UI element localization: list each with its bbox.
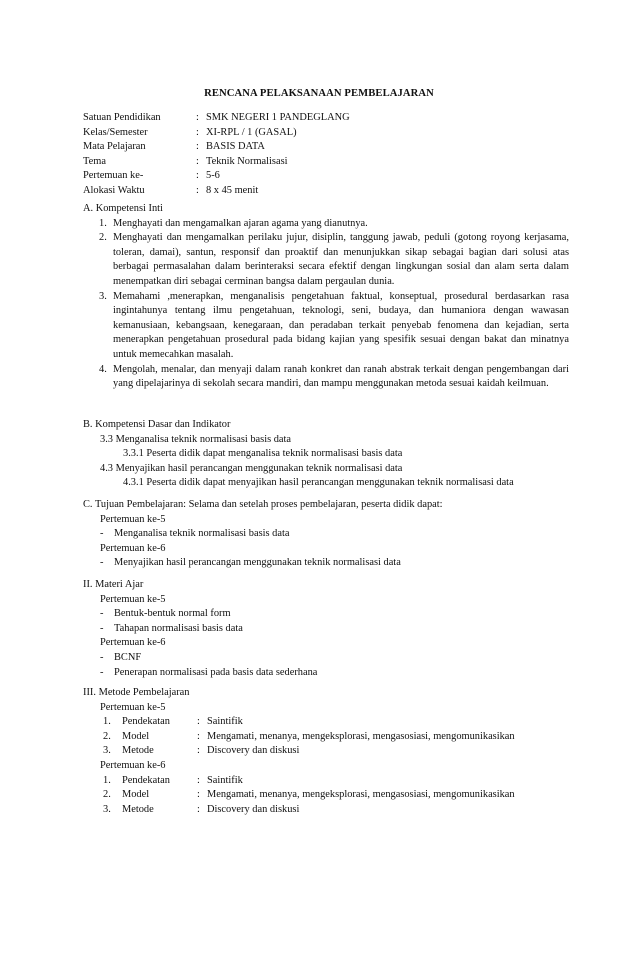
item-text: Menghayati dan mengamalkan perilaku jujur, disiplin, tanggung jawab, peduli (gotong royong kerjasama, toleran, damai), santun, responsif dan proaktif dan menunjukkan sikap sebagai bagian dari solusi atas berbagai permasalahan dalam berinteraksi secara efektif dengan lingkungan sosial dan alam serta dalam menempatkan diri sebagai cerminan bangsa dalam pergaulan dunia. bbox=[113, 232, 569, 287]
list-item bbox=[83, 290, 569, 363]
method-label: Pendekatan bbox=[122, 716, 170, 728]
identity-colon: : bbox=[196, 184, 199, 196]
identity-colon: : bbox=[196, 170, 199, 182]
method-value: Mengamati, menanya, mengeksplorasi, mengasosiasi, mengomunikasikan bbox=[207, 789, 515, 801]
method-row bbox=[83, 774, 569, 789]
method-row bbox=[83, 744, 569, 759]
identity-label: Mata Pelajaran bbox=[83, 141, 146, 153]
method-label: Model bbox=[122, 789, 150, 801]
dash-marker: - bbox=[100, 528, 104, 540]
list-item bbox=[83, 527, 569, 542]
method-value: Discovery dan diskusi bbox=[207, 803, 300, 815]
method-row bbox=[83, 803, 569, 818]
section-metode bbox=[83, 686, 569, 817]
identity-value: 5-6 bbox=[206, 170, 220, 182]
identity-value: SMK NEGERI 1 PANDEGLANG bbox=[206, 112, 350, 123]
method-value: Saintifik bbox=[207, 716, 243, 728]
indicator-item: 3.3.1 Peserta didik dapat menganalisa teknik normalisasi basis data bbox=[123, 448, 403, 460]
kd-item: 4.3 Menyajikan hasil perancangan menggunakan teknik normalisasi data bbox=[100, 462, 403, 474]
identity-colon: : bbox=[196, 126, 199, 138]
method-value: Discovery dan diskusi bbox=[207, 745, 300, 757]
item-number: 3. bbox=[99, 290, 107, 302]
method-label: Metode bbox=[122, 745, 154, 757]
meeting-label: Pertemuan ke-5 bbox=[100, 593, 166, 605]
method-colon: : bbox=[197, 803, 200, 815]
item-text: Penerapan normalisasi pada basis data sederhana bbox=[114, 666, 318, 678]
list-item bbox=[83, 363, 569, 392]
identity-value: Teknik Normalisasi bbox=[206, 155, 288, 167]
item-text: Menyajikan hasil perancangan menggunakan teknik normalisasi data bbox=[114, 557, 401, 569]
identity-label: Alokasi Waktu bbox=[83, 184, 145, 196]
list-item bbox=[83, 231, 569, 289]
identity-label: Pertemuan ke- bbox=[83, 170, 144, 182]
identity-row bbox=[83, 155, 563, 170]
method-colon: : bbox=[197, 745, 200, 757]
identity-value: XI-RPL / 1 (GASAL) bbox=[206, 126, 297, 138]
item-number: 1. bbox=[99, 217, 107, 229]
item-number: 2. bbox=[103, 730, 111, 742]
list-item bbox=[83, 651, 569, 666]
item-number: 2. bbox=[103, 789, 111, 801]
method-colon: : bbox=[197, 789, 200, 801]
identity-colon: : bbox=[196, 112, 199, 123]
method-label: Pendekatan bbox=[122, 774, 170, 786]
section-materi-ajar bbox=[83, 578, 569, 680]
identity-value: 8 x 45 menit bbox=[206, 184, 259, 196]
method-row bbox=[83, 730, 569, 745]
identity-row bbox=[83, 169, 563, 184]
list-item bbox=[83, 556, 569, 571]
method-label: Model bbox=[122, 730, 150, 742]
method-value: Saintifik bbox=[207, 774, 243, 786]
item-number: 1. bbox=[103, 716, 111, 728]
meeting-label: Pertemuan ke-6 bbox=[100, 542, 166, 554]
method-row bbox=[83, 788, 569, 803]
identity-row bbox=[83, 126, 563, 141]
dash-marker: - bbox=[100, 608, 104, 620]
dash-marker: - bbox=[100, 557, 104, 569]
identity-table bbox=[83, 111, 563, 199]
meeting-label: Pertemuan ke-5 bbox=[100, 701, 166, 713]
meeting-label: Pertemuan ke-6 bbox=[100, 637, 166, 649]
item-number: 4. bbox=[99, 363, 107, 375]
item-text: Menghayati dan mengamalkan ajaran agama yang dianutnya. bbox=[113, 217, 368, 229]
list-item bbox=[83, 666, 569, 681]
item-number: 2. bbox=[99, 232, 107, 244]
identity-row bbox=[83, 184, 563, 199]
meeting-label: Pertemuan ke-6 bbox=[100, 759, 166, 771]
identity-colon: : bbox=[196, 155, 199, 167]
section-kompetensi-inti bbox=[83, 202, 569, 392]
dash-marker: - bbox=[100, 622, 104, 634]
item-text: Memahami ,menerapkan, menganalisis pengetahuan faktual, konseptual, prosedural berdasarkan rasa ingintahunya tentang ilmu pengetahuan, teknologi, seni, budaya, dan humaniora dengan wawasan kemanusiaan, kebangsaan, kenegaraan, dan peradaban terkait penyebab fenomena dan kejadian, serta menerapkan pengetahuan prosedural pada bidang kajian yang spesifik sesuai dengan bakat dan minatnya untuk memecahkan masalah. bbox=[113, 290, 569, 360]
method-value: Mengamati, menanya, mengeksplorasi, mengasosiasi, mengomunikasikan bbox=[207, 730, 515, 742]
identity-row bbox=[83, 111, 563, 126]
dash-marker: - bbox=[100, 651, 104, 663]
method-colon: : bbox=[197, 774, 200, 786]
item-text: Tahapan normalisasi basis data bbox=[114, 622, 243, 634]
list-item bbox=[83, 217, 569, 232]
item-text: Menganalisa teknik normalisasi basis data bbox=[114, 528, 290, 540]
list-item bbox=[83, 607, 569, 622]
section-heading: C. Tujuan Pembelajaran: Selama dan setelah proses pembelajaran, peserta didik dapat: bbox=[83, 499, 443, 510]
identity-colon: : bbox=[196, 141, 199, 153]
section-kompetensi-dasar bbox=[83, 418, 569, 491]
list-item bbox=[83, 622, 569, 637]
method-label: Metode bbox=[122, 803, 154, 815]
identity-label: Tema bbox=[83, 155, 106, 167]
identity-label: Kelas/Semester bbox=[83, 126, 148, 138]
method-colon: : bbox=[197, 716, 200, 728]
section-heading: A. Kompetensi Inti bbox=[83, 203, 163, 214]
item-text: Bentuk-bentuk normal form bbox=[114, 608, 231, 620]
item-number: 1. bbox=[103, 774, 111, 786]
item-text: Mengolah, menalar, dan menyaji dalam ranah konkret dan ranah abstrak terkait dengan pengembangan dari yang dipelajarinya di sekolah secara mandiri, dan mampu menggunakan metoda sesuai kaidah keilmuan. bbox=[113, 363, 569, 390]
item-number: 3. bbox=[103, 803, 111, 815]
section-heading: II. Materi Ajar bbox=[83, 579, 144, 590]
identity-row bbox=[83, 140, 563, 155]
identity-value: BASIS DATA bbox=[206, 141, 265, 153]
dash-marker: - bbox=[100, 666, 104, 678]
method-row bbox=[83, 715, 569, 730]
document-title: RENCANA PELAKSANAAN PEMBELAJARAN bbox=[204, 88, 434, 99]
indicator-item: 4.3.1 Peserta didik dapat menyajikan hasil perancangan menggunakan teknik normalisasi data bbox=[123, 477, 514, 489]
identity-label: Satuan Pendidikan bbox=[83, 112, 161, 123]
section-tujuan bbox=[83, 498, 569, 571]
section-heading: B. Kompetensi Dasar dan Indikator bbox=[83, 419, 231, 430]
meeting-label: Pertemuan ke-5 bbox=[100, 513, 166, 525]
kd-item: 3.3 Menganalisa teknik normalisasi basis data bbox=[100, 433, 292, 445]
section-heading: III. Metode Pembelajaran bbox=[83, 687, 190, 698]
item-number: 3. bbox=[103, 745, 111, 757]
item-text: BCNF bbox=[114, 651, 142, 663]
method-colon: : bbox=[197, 730, 200, 742]
